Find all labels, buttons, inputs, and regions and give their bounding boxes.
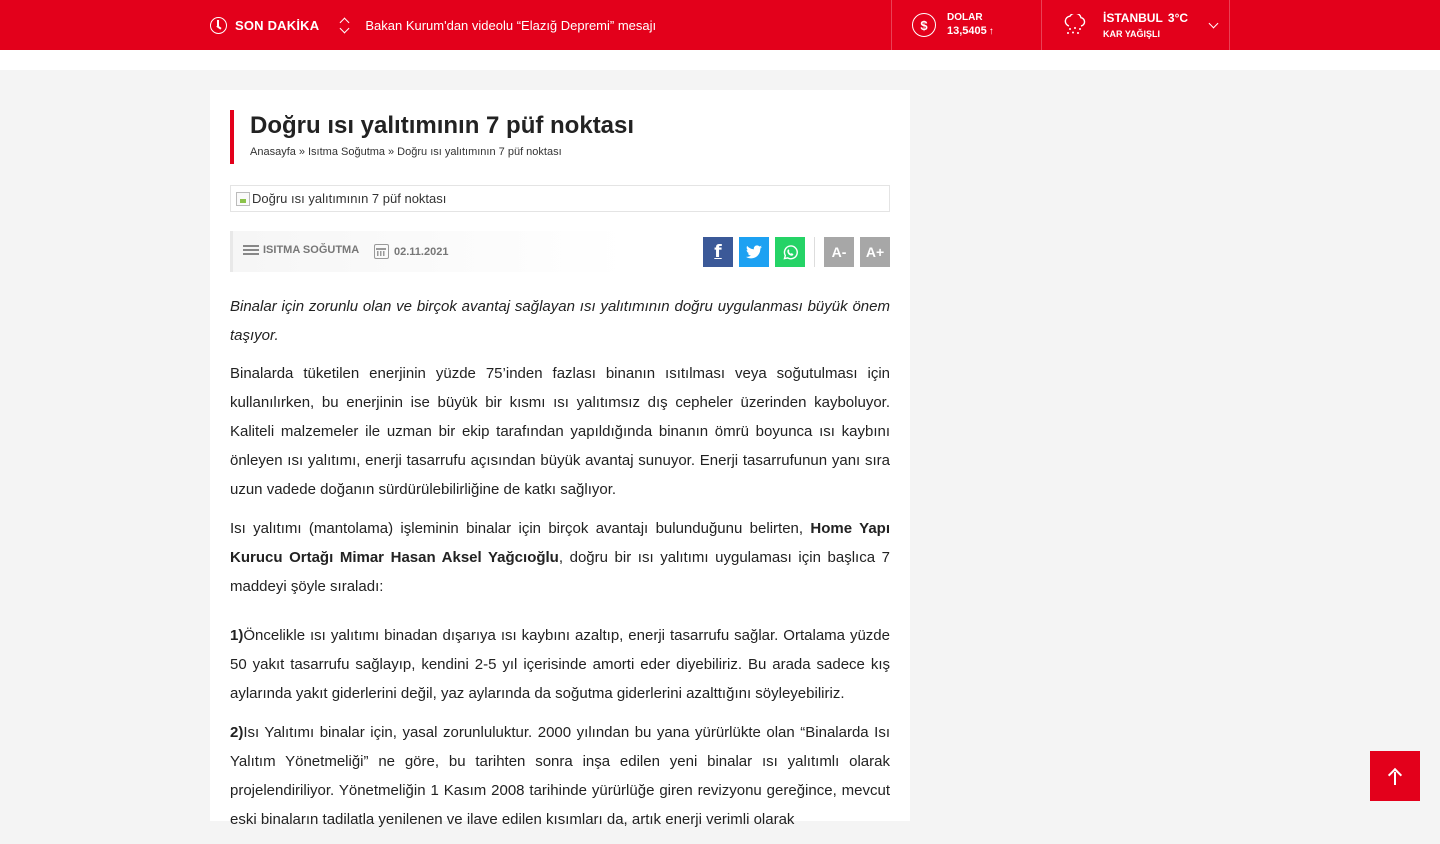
arrow-up-icon-head — [1388, 768, 1402, 782]
currency-name: DOLAR — [947, 12, 983, 23]
list-item — [230, 718, 890, 834]
weather-temperature: 3°C — [1167, 10, 1189, 25]
breadcrumb-category[interactable]: Isıtma Soğutma — [308, 146, 386, 158]
font-increase-button[interactable]: A+ — [860, 237, 890, 267]
article-paragraph — [230, 514, 890, 601]
facebook-icon: f — [714, 242, 722, 262]
breadcrumb-home[interactable]: Anasayfa — [250, 146, 296, 158]
list-item-number: 1) — [230, 627, 244, 644]
scroll-to-top-button[interactable] — [1370, 751, 1420, 801]
news-navigation-arrows[interactable] — [339, 15, 353, 35]
breaking-news-label: SON DAKİKA — [235, 17, 320, 33]
paragraph-bold-text: Home Yapı Kurucu Ortağı Mimar Hasan Aksel Yağcıoğlu — [230, 520, 890, 566]
header-strip — [0, 50, 1440, 70]
list-item — [230, 621, 890, 708]
weather-description: KAR YAĞIŞLI — [1103, 28, 1161, 39]
article-paragraph: Binalarda tüketilen enerjinin yüzde 75’inden fazlası binanın ısıtılması veya soğutulması için kullanılırken, bu enerjinin ise büyük bir kısmı ısı yalıtımsız dış cepheler üzerinden kayboluyor. Kaliteli malzemeler ile uzman bir ekip tarafından yapıldığında binanın ömrü boyunca ısı kaybını önleyen ısı yalıtımı, enerji tasarrufu açısından büyük avantaj sunuyor. Enerji tasarrufunun yanı sıra uzun vadede doğanın sürdürülebilirliğine de katkı sağlıyor. — [230, 365, 890, 498]
twitter-icon — [746, 245, 762, 259]
arrow-up-icon: ↑ — [988, 26, 994, 37]
currency-value-row — [947, 24, 994, 39]
facebook-share-button[interactable] — [703, 237, 733, 267]
breaking-news-headline[interactable]: Bakan Kurum'dan videolu “Elazığ Depremi” mesajı — [365, 17, 657, 33]
chevron-down-icon[interactable] — [340, 24, 350, 34]
whatsapp-icon — [782, 244, 799, 261]
share-divider — [814, 237, 815, 267]
breadcrumb-separator: » — [298, 146, 305, 158]
weather-city-row — [1103, 11, 1188, 26]
breadcrumb-separator: » — [388, 146, 395, 158]
paragraph-text: , doğru bir ısı yalıtımı uygulaması için başlıca 7 maddeyi şöyle sıraladı: — [230, 549, 890, 595]
article-header — [230, 110, 890, 164]
article-date — [374, 244, 448, 259]
calendar-icon — [374, 244, 389, 259]
article-category[interactable] — [243, 244, 359, 256]
currency-widget[interactable] — [891, 0, 1042, 50]
article-body — [230, 292, 890, 844]
whatsapp-share-button[interactable] — [775, 237, 805, 267]
snow-cloud-icon — [1062, 14, 1088, 36]
article-card — [210, 90, 910, 828]
article-meta — [230, 231, 890, 272]
breadcrumb-current: Doğru ısı yalıtımının 7 püf noktası — [397, 146, 562, 158]
dollar-icon: $ — [912, 13, 936, 37]
list-item-text: Isı Yalıtımı binalar için, yasal zorunluluktur. 2000 yılından bu yana yürürlükte olan “Binalarda Isı Yalıtım Yönetmeliği” ne göre, bu tarihten sonra inşa edilen yeni binalar ısı yalıtımlı olarak projelendiriliyor. Yönetmeliğin 1 Kasım 2008 tarihinde yürürlüğe giren revizyonu gereğince, mevcut eski binaların tadilatla yenilenen ve ilave edilen kısımları da, artık enerji verimli olarak — [230, 724, 890, 828]
article-lead: Binalar için zorunlu olan ve birçok avantaj sağlayan ısı yalıtımının doğru uygulanması büyük önem taşıyor. — [230, 298, 890, 344]
article-date-value: 02.11.2021 — [394, 245, 449, 258]
article-image-alt: Doğru ısı yalıtımının 7 püf noktası — [252, 191, 447, 206]
top-bar-inner — [210, 0, 1230, 50]
currency-info — [947, 11, 994, 39]
currency-value: 13,5405 — [947, 25, 987, 37]
breadcrumb — [250, 146, 890, 158]
list-item-number: 2) — [230, 724, 244, 741]
weather-city: İSTANBUL — [1103, 10, 1163, 25]
list-item-text: Öncelikle ısı yalıtımı binadan dışarıya ısı kaybını azaltıp, enerji tasarrufu sağlar. Ortalama yüzde 50 yakıt tasarrufu sağlayıp, kendini 2-5 yıl içerisinde amorti eder diyebiliriz. Bu arada sadece kış aylarında yakıt giderlerini değil, yaz aylarında da soğutma giderlerini azalttığını söyleyebiliriz. — [230, 627, 890, 702]
clock-icon — [210, 17, 227, 34]
article-category-label[interactable]: ISITMA SOĞUTMA — [263, 244, 360, 256]
twitter-share-button[interactable] — [739, 237, 769, 267]
article-image — [230, 185, 890, 212]
broken-image-icon — [236, 192, 250, 206]
weather-info — [1103, 11, 1188, 40]
breaking-news — [210, 0, 656, 50]
paragraph-text: Isı yalıtımı (mantolama) işleminin binalar için birçok avantajı bulunduğunu belirten, — [230, 520, 811, 537]
page-title: Doğru ısı yalıtımının 7 püf noktası — [250, 112, 635, 139]
list-icon — [243, 244, 259, 256]
chevron-down-icon[interactable] — [1209, 19, 1219, 29]
paragraph-gap — [230, 611, 890, 621]
weather-widget[interactable] — [1042, 0, 1230, 50]
top-bar — [0, 0, 1440, 50]
font-decrease-button[interactable]: A- — [824, 237, 854, 267]
